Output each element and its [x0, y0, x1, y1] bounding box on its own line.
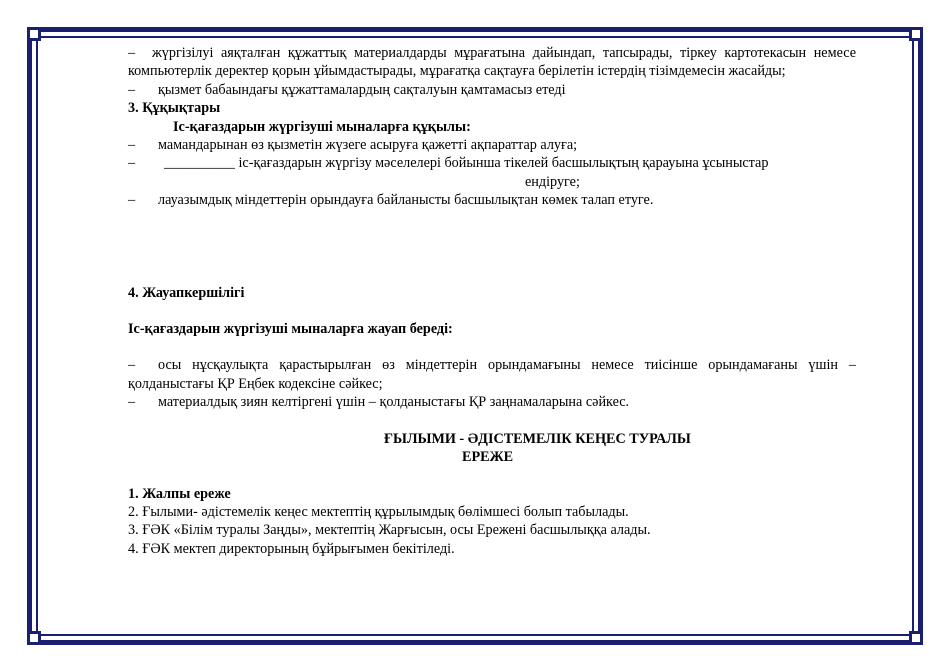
responsibility-item: – материалдық зиян келтіргені үшін – қолданыстағы ҚР заңнамаларына сәйкес.: [128, 394, 630, 411]
paragraph: 3. ҒӘК «Білім туралы Заңды», мектептің Жарғысын, осы Ережені басшылыққа алады.: [128, 522, 651, 539]
document-body: [128, 44, 856, 558]
responsibility-item: – осы нұсқаулықта қарастырылған өз міндеттерін орындамағыны немесе тиісінше орындамағаны үшін – қолданыстағы ҚР Еңбек кодексіне сәйкес;: [128, 357, 856, 392]
rights-item: – лауазымдық міндеттерін орындауға байланысты басшылықтан көмек талап етуге.: [128, 192, 654, 209]
paragraph: 2. Ғылыми- әдістемелік кеңес мектептің құрылымдық бөлімшесі болып табылады.: [128, 503, 629, 520]
border-corner: [27, 631, 41, 645]
duty-item: – қызмет бабаындағы құжаттамалардың сақталуын қамтамасыз етеді: [128, 81, 566, 98]
document-title: ЕРЕЖЕ: [462, 449, 514, 466]
rights-item: – мамандарынан өз қызметін жүзеге асыруға қажетті ақпараттар алуға;: [128, 137, 578, 154]
section-heading: 4. Жауапкершілігі: [128, 284, 245, 301]
document-title: ҒЫЛЫМИ - ӘДІСТЕМЕЛІК КЕҢЕС ТУРАЛЫ: [384, 430, 691, 447]
section-heading: 3. Құқықтары: [128, 100, 221, 117]
duty-item: – жүргізілуі аяқталған құжаттық материалдарды мұрағатына дайындап, тапсырады, тіркеу картотекасын немесе компьютерлік деректер қорын ұйымдастырады, мұрағатқа сақтауға берілетін істердің тізімдемесін жасайды;: [128, 45, 856, 80]
section-heading: 1. Жалпы ереже: [128, 485, 231, 502]
section-subheading: Іс-қағаздарын жүргізуші мыналарға жауап береді:: [128, 321, 453, 338]
blank-line: __________: [164, 155, 235, 172]
border-corner: [909, 631, 923, 645]
border-corner: [27, 27, 41, 41]
border-corner: [909, 27, 923, 41]
rights-item: – __________ іс-қағаздарын жүргізу мәселелері бойынша тікелей басшылықтың қарауына ұсыныстар: [128, 155, 769, 172]
paragraph: 4. ҒӘК мектеп директорының бұйрығымен бекітіледі.: [128, 540, 455, 557]
rights-item-continuation: ендіруге;: [525, 173, 580, 190]
section-subheading: Іс-қағаздарын жүргізуші мыналарға құқылы:: [173, 118, 471, 135]
